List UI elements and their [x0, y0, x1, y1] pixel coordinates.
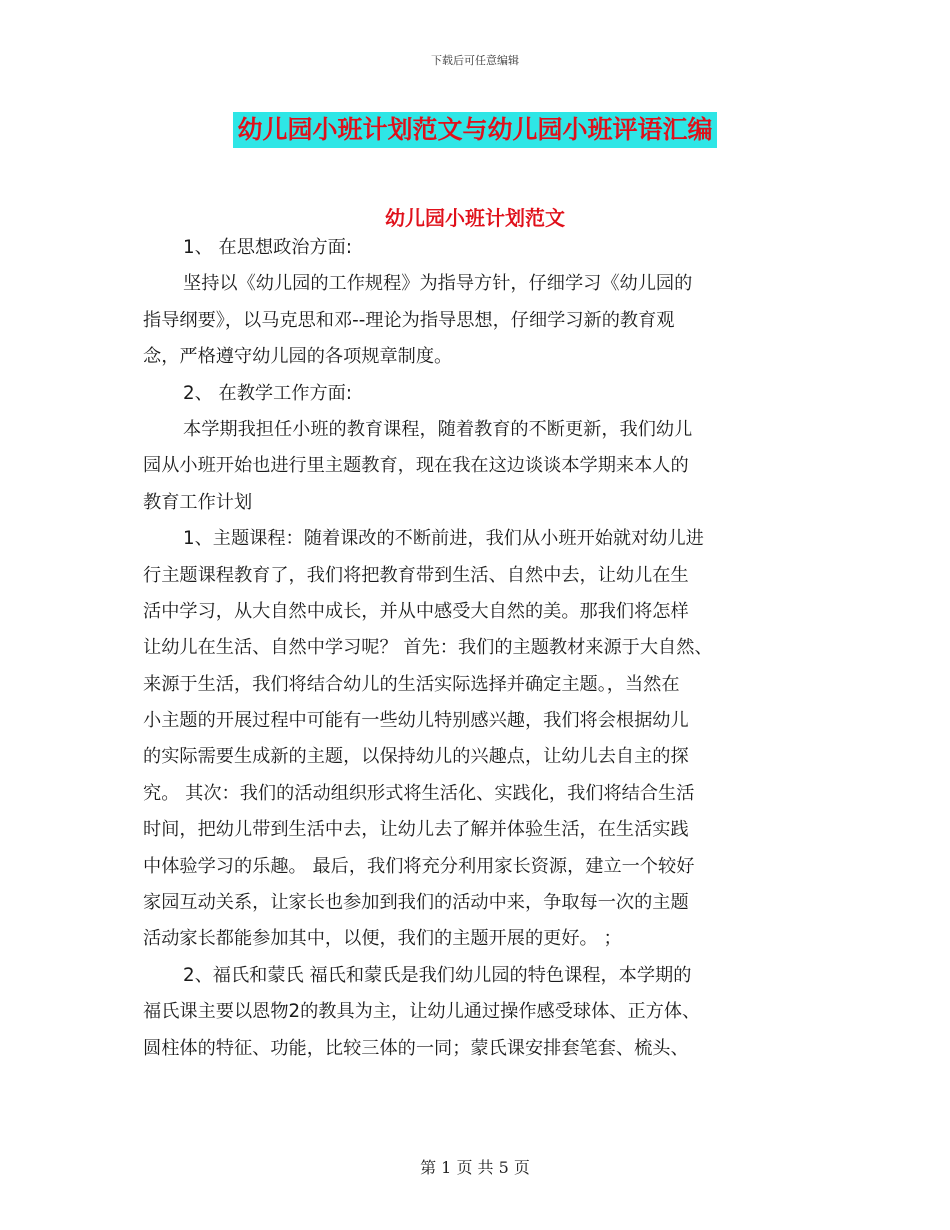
- text-line: 2、 在教学工作方面:: [183, 382, 352, 404]
- text-line: 福氏课主要以恩物2的教具为主，让幼儿通过操作感受球体、正方体、: [143, 1001, 701, 1023]
- section-title: 幼儿园小班计划范文: [385, 206, 565, 230]
- header-note: 下载后可任意编辑: [431, 54, 519, 67]
- text-line: 时间，把幼儿带到生活中去，让幼儿去了解并体验生活，在生活实践: [143, 819, 689, 841]
- text-line: 中体验学习的乐趣。 最后，我们将充分利用家长资源，建立一个较好: [143, 855, 695, 877]
- text-line: 家园互动关系，让家长也参加到我们的活动中来，争取每一次的主题: [143, 892, 689, 914]
- text-line: 行主题课程教育了，我们将把教育带到生活、自然中去，让幼儿在生: [143, 564, 689, 586]
- text-line: 的实际需要生成新的主题，以保持幼儿的兴趣点，让幼儿去自主的探: [143, 746, 689, 768]
- page-footer: 第 1 页 共 5 页: [420, 1158, 530, 1177]
- text-line: 指导纲要》，以马克思和邓--理论为指导思想，仔细学习新的教育观: [143, 309, 675, 331]
- text-line: 2、福氏和蒙氏 福氏和蒙氏是我们幼儿园的特色课程，本学期的: [183, 964, 692, 986]
- text-line: 1、主题课程：随着课改的不断前进，我们从小班开始就对幼儿进: [183, 528, 704, 550]
- text-line: 园从小班开始也进行里主题教育，现在我在这边谈谈本学期来本人的: [143, 455, 689, 477]
- text-line: 活动家长都能参加其中，以便，我们的主题开展的更好。 ；: [143, 928, 622, 950]
- text-line: 坚持以《幼儿园的工作规程》为指导方针，仔细学习《幼儿园的: [183, 273, 693, 295]
- text-line: 小主题的开展过程中可能有一些幼儿特别感兴趣，我们将会根据幼儿: [143, 710, 689, 732]
- main-title-container: [0, 112, 950, 148]
- body-text: [143, 230, 833, 1067]
- text-line: 活中学习，从大自然中成长，并从中感受大自然的美。那我们将怎样: [143, 600, 689, 622]
- text-line: 念，严格遵守幼儿园的各项规章制度。: [143, 346, 453, 368]
- text-line: 教育工作计划: [143, 491, 253, 513]
- text-line: 究。 其次：我们的活动组织形式将生活化、实践化，我们将结合生活: [143, 782, 695, 804]
- text-line: 圆柱体的特征、功能，比较三体的一同；蒙氏课安排套笔套、梳头、: [143, 1037, 689, 1059]
- text-line: 1、 在思想政治方面:: [183, 237, 352, 258]
- text-line: 来源于生活，我们将结合幼儿的生活实际选择并确定主题。，当然在: [143, 673, 680, 695]
- main-title: 幼儿园小班计划范文与幼儿园小班评语汇编: [233, 112, 716, 148]
- text-line: 本学期我担任小班的教育课程，随着教育的不断更新，我们幼儿: [183, 418, 693, 440]
- text-line: 让幼儿在生活、自然中学习呢？ 首先：我们的主题教材来源于大自然、: [143, 637, 713, 659]
